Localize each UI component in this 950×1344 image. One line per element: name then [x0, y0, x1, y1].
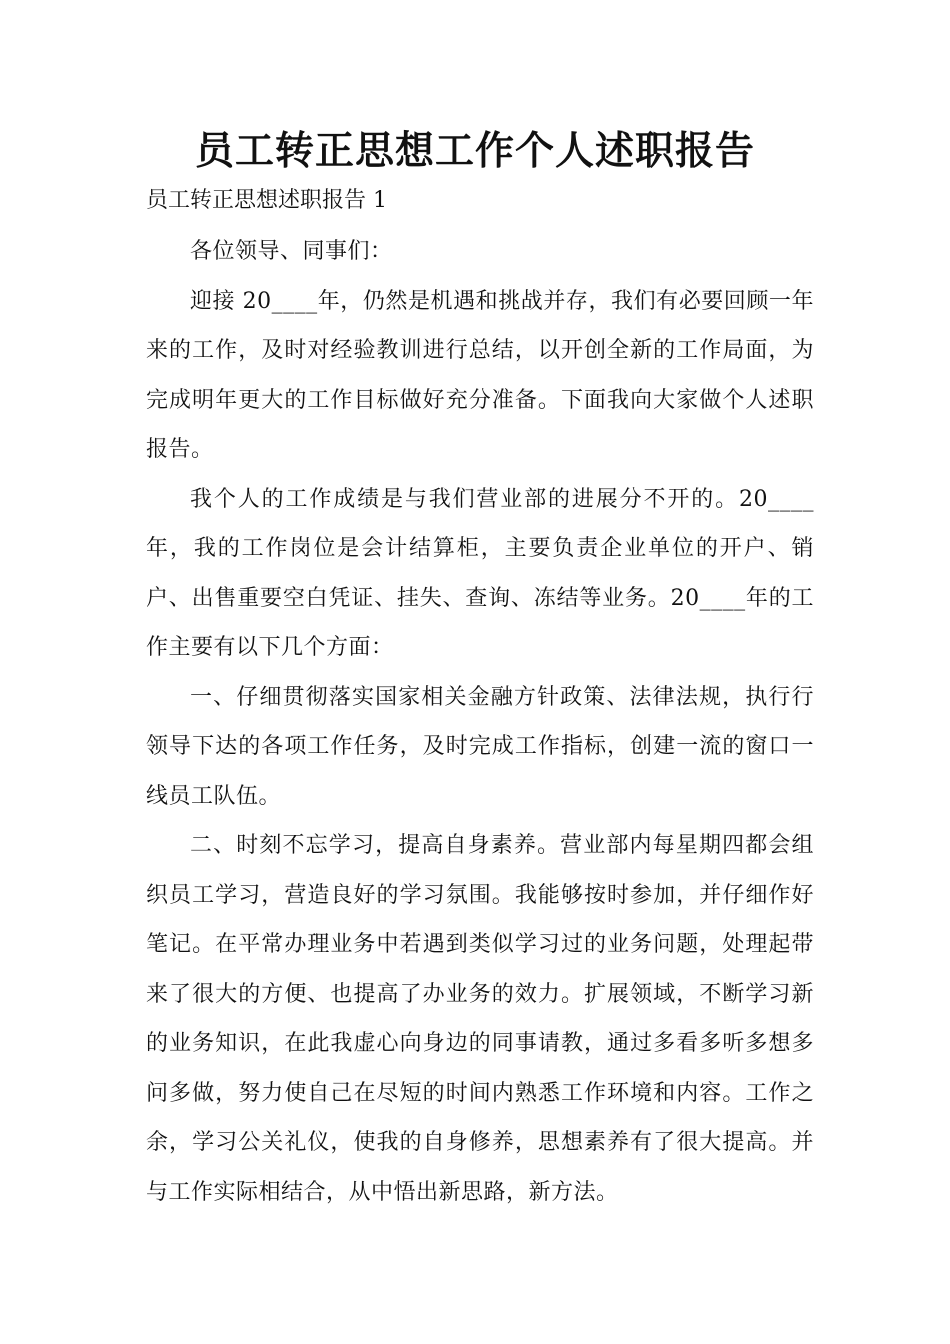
document-body	[146, 227, 814, 1217]
section-one-paragraph: 一、仔细贯彻落实国家相关金融方针政策、法律法规，执行行领导下达的各项工作任务，及时完成工作指标，创建一流的窗口一线员工队伍。	[146, 684, 814, 809]
work-overview-paragraph: 我个人的工作成绩是与我们营业部的进展分不开的。20____年，我的工作岗位是会计结算柜，主要负责企业单位的开户、销户、出售重要空白凭证、挂失、查询、冻结等业务。20____年的工作主要有以下几个方面：	[146, 486, 814, 660]
intro-paragraph: 迎接 20____年，仍然是机遇和挑战并存，我们有必要回顾一年来的工作，及时对经验教训进行总结，以开创全新的工作局面，为完成明年更大的工作目标做好充分准备。下面我向大家做个人述职报告。	[146, 288, 814, 462]
section-two-paragraph: 二、时刻不忘学习，提高自身素养。营业部内每星期四都会组织员工学习，营造良好的学习氛围。我能够按时参加，并仔细作好笔记。在平常办理业务中若遇到类似学习过的业务问题，处理起带来了很大的方便、也提高了办业务的效力。扩展领域，不断学习新的业务知识，在此我虚心向身边的同事请教，通过多看多听多想多问多做，努力使自己在尽短的时间内熟悉工作环境和内容。工作之余，学习公关礼仪，使我的自身修养，思想素养有了很大提高。并与工作实际相结合，从中悟出新思路，新方法。	[146, 833, 814, 1205]
document-subtitle: 员工转正思想述职报告 1	[146, 188, 387, 213]
document-title: 员工转正思想工作个人述职报告	[194, 129, 755, 174]
greeting-paragraph: 各位领导、同事们：	[190, 239, 393, 264]
